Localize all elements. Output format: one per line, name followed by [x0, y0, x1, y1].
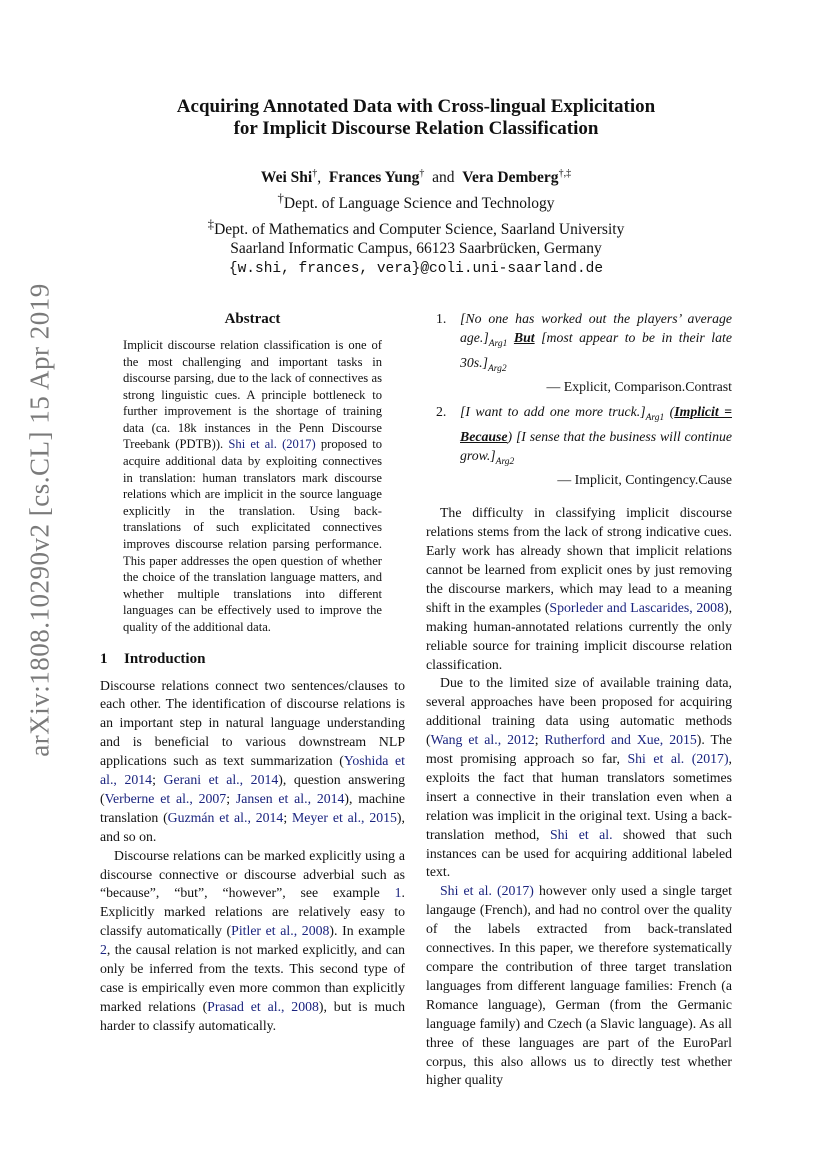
arg-label: Arg1 [488, 338, 508, 349]
citation-link[interactable]: Shi et al. [549, 826, 613, 842]
citation-link[interactable]: Sporleder and Lascarides, 2008 [549, 599, 724, 615]
affiliation-text: Dept. of Mathematics and Computer Science, Saarland University [214, 220, 625, 238]
paragraph-text: however only used a single target langauge (French), and had no control over the quality of the labels extracted from back-translated connectives. In this paper, we therefore systematically compare the contribution of three target translation languages from different language families: French (a Romance language), German (from the Germanic language family) and Czech (a Slavic language). As all three of these languages are part of the EuroParl corpus, this also allows us to directly test whether higher quality [426, 883, 732, 1088]
intro-paragraph-2 [100, 847, 405, 1036]
arg1-text: [I want to add one more truck.] [460, 404, 646, 420]
paragraph-text: showed that such instances can be used for acquiring additional labeled text. [426, 826, 732, 880]
title-line-1: Acquiring Annotated Data with Cross-lingual Explicitation [176, 96, 656, 117]
paragraph-text: , the causal relation is not marked explicitly, and can only be inferred from the texts. This second type of case is empirically even more common than explicitly marked relations ( [100, 942, 405, 1014]
paragraph-text: Discourse relations connect two sentences/clauses to each other. The identification of discourse relations is an important step in natural language understanding and is beneficial to various downstream NLP applications such as text summarization ( [100, 677, 405, 769]
abstract-body [123, 337, 382, 636]
affiliation-mark: † [312, 168, 318, 179]
paragraph-text: ), question answering ( [100, 772, 405, 806]
paragraph-text: ; [283, 809, 292, 825]
citation-link[interactable]: Meyer et al., 2015 [292, 809, 397, 825]
citation-link[interactable]: Shi et al. (2017) [440, 883, 534, 899]
right-column [426, 310, 732, 1090]
citation-link[interactable]: Rutherford and Xue, 2015 [544, 732, 697, 748]
author-name: Frances Yung [328, 169, 420, 187]
abstract-text: Implicit discourse relation classification is one of the most challenging and important tasks in discourse parsing, due to the lack of connectives as strong linguistic cues. A principle bottleneck to further improvement is the shortage of training data (ca. 18k instances in the Penn Discourse Treebank (PDTB)). [123, 337, 382, 452]
affiliation-mark: ‡ [207, 215, 215, 231]
citation-link[interactable]: Verberne et al., 2007 [104, 790, 227, 806]
author-conjunction: and [432, 169, 455, 187]
citation-link[interactable]: Shi et al. (2017) [627, 751, 729, 767]
paper-title [100, 96, 732, 140]
paragraph-text: ), and so on. [100, 809, 405, 844]
example-body [460, 310, 732, 378]
citation-link[interactable]: 2 [100, 942, 107, 958]
body-paragraph-2 [426, 674, 732, 882]
affiliation-2 [100, 214, 732, 240]
citation-link[interactable]: 1 [394, 885, 402, 901]
affiliation-text: Dept. of Language Science and Technology [283, 195, 555, 213]
left-column [100, 310, 405, 1036]
arg-label: Arg2 [495, 456, 515, 467]
arg2-text: [most appear to be in their late 30s.] [460, 329, 732, 370]
paragraph-text: The difficulty in classifying implicit discourse relations stems from the lack of strong indicative cues. Early work has already shown that implicit relations cannot be learned from explicit ones by just removing the discourse markers, which may lead to a meaning shift in the examples ( [426, 505, 732, 615]
paragraph-text: ; [534, 732, 545, 748]
section-title: Introduction [124, 650, 206, 667]
citation-link[interactable]: Gerani et al., 2014 [163, 772, 279, 788]
example-number: 1. [436, 311, 447, 326]
author-name: Wei Shi [260, 169, 313, 187]
connective: But [513, 329, 535, 345]
abstract-heading: Abstract [224, 311, 281, 327]
affiliation-mark: † [277, 190, 284, 206]
citation-link[interactable]: Yoshida et al., 2014 [100, 753, 405, 788]
paragraph-text: Discourse relations can be marked explicitly using a discourse connective or discourse adverbial such as “because”, “but”, “however”, see example [100, 847, 405, 901]
citation-link[interactable]: Pitler et al., 2008 [231, 923, 330, 939]
affiliation-mark: † [419, 168, 425, 179]
arg-label: Arg1 [645, 412, 665, 423]
affiliation-3: Saarland Informatic Campus, 66123 Saarbrücken, Germany [230, 240, 602, 258]
section-number: 1 [100, 650, 108, 667]
arg2-text: [I sense that the business will continue grow.] [460, 428, 732, 463]
citation-link[interactable]: Prasad et al., 2008 [207, 998, 319, 1014]
author-emails: {w.shi, frances, vera}@coli.uni-saarland.de [228, 260, 604, 277]
paragraph-text: ), but is much harder to classify automatically. [100, 998, 405, 1033]
example-item [426, 403, 732, 471]
paragraph-text: ), making human-annotated relations currently the only reliable source for training implicit discourse relation classification. [426, 599, 733, 672]
intro-paragraph-1 [100, 677, 405, 847]
paragraph-text: Due to the limited size of available training data, several approaches have been proposed for acquiring additional training data using automatic methods ( [426, 675, 732, 748]
example-item [426, 310, 732, 378]
arxiv-stamp-text: arXiv:1808.10290v2 [cs.CL] 15 Apr 2019 [24, 283, 55, 757]
citation-link[interactable]: Shi et al. (2017) [228, 437, 316, 452]
paragraph-text: ; [152, 772, 164, 788]
citation-link[interactable]: Wang et al., 2012 [430, 732, 535, 748]
connective: Implicit = Because [460, 404, 732, 444]
arxiv-stamp [18, 175, 62, 865]
arg-label: Arg2 [488, 363, 507, 374]
paragraph-text: . Explicitly marked relations are relatively easy to classify automatically ( [100, 885, 405, 939]
paragraph-text: , exploits the fact that human translators sometimes insert a connective in their translation even when a relation was implicit in the original text. Using a back-translation method, [426, 751, 732, 842]
example-label: — Implicit, Contingency.Cause [557, 472, 732, 488]
affiliation-1 [100, 188, 732, 214]
examples-list [426, 310, 732, 490]
paragraph-text: ; [226, 790, 236, 806]
citation-link[interactable]: Jansen et al., 2014 [235, 790, 345, 806]
title-line-2: for Implicit Discourse Relation Classification [233, 118, 599, 139]
section-heading [100, 650, 405, 669]
paragraph-text: ). In example [329, 923, 405, 939]
example-label: — Explicit, Comparison.Contrast [546, 379, 732, 395]
affiliation-mark: †,‡ [558, 168, 572, 179]
example-number: 2. [436, 404, 447, 420]
paragraph-text: ). The most promising approach so far, [426, 732, 732, 767]
body-paragraph-1 [426, 504, 732, 674]
paper-header [100, 96, 732, 279]
abstract-text: proposed to acquire additional data by exploiting connectives in translation: human translators mark discourse relations which are implicit in the source language explicitly in the translation. Using back-translations of such explicitated connectives improves discourse relation parsing performance. This paper addresses the open question of whether the choice of the translation language matters, and whether multiple translations into different languages can be effectively used to improve the quality of the additional data. [123, 437, 382, 634]
author-name: Vera Demberg [462, 169, 559, 187]
example-body: [I want to add one more $truck.]_{Arg1}$ (Implicit = Because) [I sense that the business will continue $grow.]_{Arg2}$ [460, 404, 732, 467]
body-paragraph-3 [426, 882, 732, 1090]
author-list: Wei Shi†, Frances Yung† and Vera Demberg†,‡ [260, 168, 572, 187]
paragraph-text: ), machine translation ( [100, 790, 405, 825]
arg1-text: [No one has worked out the players’ average age.] [460, 311, 732, 345]
citation-link[interactable]: Guzmán et al., 2014 [167, 809, 284, 825]
